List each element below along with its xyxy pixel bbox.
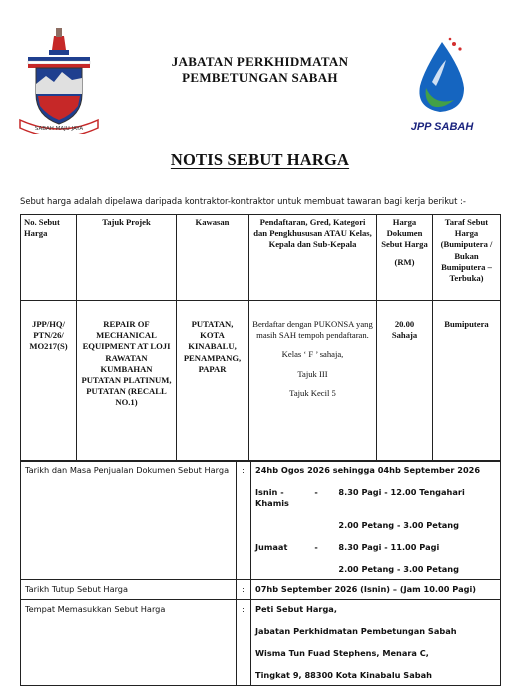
friday-time2: 2.00 Petang - 3.00 Petang <box>338 564 459 574</box>
notice-title: NOTIS SEBUT HARGA <box>170 150 350 169</box>
colon: : <box>237 461 251 580</box>
weekday-schedule <box>255 487 496 509</box>
jpp-logo-text: JPP SABAH <box>410 121 474 133</box>
place-row <box>21 600 501 686</box>
cell-project: REPAIR OF MECHANICAL EQUIPMENT AT LOJI RAWATAN KUMBAHAN PUTATAN PLATINUM, PUTATAN (RECALL NO.1) <box>77 301 177 462</box>
intro-text: Sebut harga adalah dipelawa daripada kontraktor-kontraktor untuk membuat tawaran bagi kerja berikut :- <box>20 196 466 206</box>
registration-line1: Berdaftar dengan PUKONSA yang masih SAH tempoh pendaftaran. <box>252 319 373 341</box>
quotation-table <box>20 214 501 462</box>
dash: - <box>314 487 318 497</box>
cell-price <box>377 301 433 462</box>
weekday-time1: 8.30 Pagi - 12.00 Tengahari <box>338 487 465 497</box>
jpp-sabah-logo <box>402 36 482 134</box>
header-status: Taraf Sebut Harga (Bumiputera / Bukan Bumiputera – Terbuka) <box>433 215 501 301</box>
sabah-crest-emblem <box>14 24 104 134</box>
place-label: Tempat Memasukkan Sebut Harga <box>21 600 237 686</box>
header-registration: Pendaftaran, Gred, Kategori dan Pengkhususan ATAU Kelas, Kepala dan Sub-Kepala <box>249 215 377 301</box>
colon: : <box>237 600 251 686</box>
closing-label: Tarikh Tutup Sebut Harga <box>21 580 237 600</box>
friday-schedule <box>255 542 496 553</box>
cell-status: Bumiputera <box>433 301 501 462</box>
closing-row <box>21 580 501 600</box>
cell-no: JPP/HQ/ PTN/26/ MO217(S) <box>21 301 77 462</box>
cell-area: PUTATAN, KOTA KINABALU, PENAMPANG, PAPAR <box>177 301 249 462</box>
header-price <box>377 215 433 301</box>
friday-time1: 8.30 Pagi - 11.00 Pagi <box>338 542 440 552</box>
schedule-table <box>20 460 501 686</box>
crest-motto: SABAH MAJU JAYA <box>34 126 84 132</box>
header-project: Tajuk Projek <box>77 215 177 301</box>
sale-row <box>21 461 501 580</box>
header-no: No. Sebut Harga <box>21 215 77 301</box>
header-area: Kawasan <box>177 215 249 301</box>
sale-label: Tarikh dan Masa Penjualan Dokumen Sebut Harga <box>21 461 237 580</box>
place-line3: Wisma Tun Fuad Stephens, Menara C, <box>255 648 429 658</box>
price-value: 20.00 <box>394 319 415 329</box>
friday-schedule-2 <box>255 564 496 575</box>
weekday-time2: 2.00 Petang - 3.00 Petang <box>338 520 459 530</box>
table-row <box>21 301 501 462</box>
header-price-unit: (RM) <box>394 256 415 267</box>
place-line4: Tingkat 9, 88300 Kota Kinabalu Sabah <box>255 670 432 680</box>
weekday-label: Isnin - Khamis <box>255 487 289 508</box>
colon: : <box>237 580 251 600</box>
organization-title <box>140 54 380 86</box>
friday-label: Jumaat <box>255 542 288 552</box>
place-line1: Peti Sebut Harga, <box>255 604 337 614</box>
dash: - <box>314 542 318 552</box>
table-header-row <box>21 215 501 301</box>
closing-value: 07hb September 2026 (Isnin) – (Jam 10.00 Pagi) <box>251 580 501 600</box>
place-details <box>251 600 501 686</box>
place-line2: Jabatan Perkhidmatan Pembetungan Sabah <box>255 626 457 636</box>
sale-details <box>251 461 501 580</box>
registration-line4: Tajuk Kecil 5 <box>289 387 336 398</box>
registration-line3: Tajuk III <box>297 368 328 379</box>
org-title-line2: PEMBETUNGAN SABAH <box>182 70 338 85</box>
cell-registration <box>249 301 377 462</box>
registration-line2: Kelas ‘ F ’ sahaja, <box>281 349 344 360</box>
sale-dates: 24hb Ogos 2026 sehingga 04hb September 2026 <box>255 465 481 475</box>
price-note: Sahaja <box>391 330 418 341</box>
header-price-text: Harga Dokumen Sebut Harga <box>381 217 428 250</box>
weekday-schedule-2 <box>255 520 496 531</box>
org-title-line1: JABATAN PERKHIDMATAN <box>171 54 349 69</box>
